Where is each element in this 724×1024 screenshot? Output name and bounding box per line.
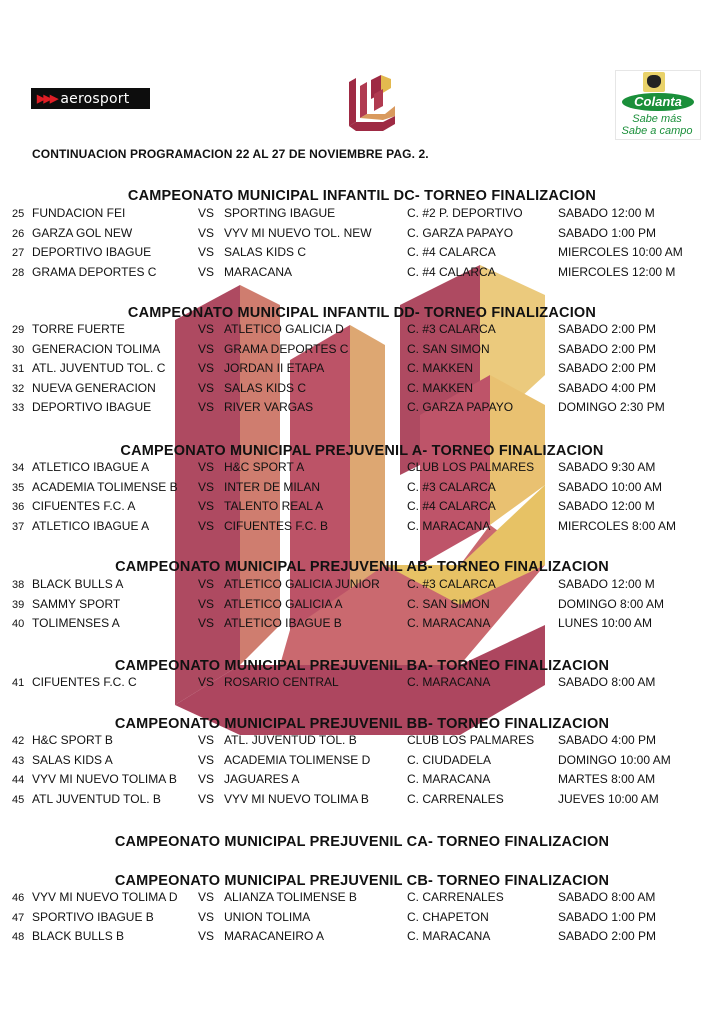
match-home: ACADEMIA TOLIMENSE B: [32, 479, 178, 494]
match-num: 28: [12, 266, 25, 279]
match-venue: C. MAKKEN: [407, 380, 474, 395]
section-title: CAMPEONATO MUNICIPAL INFANTIL DC- TORNEO FINALIZACION: [127, 188, 597, 204]
match-away: CIFUENTES F.C. B: [224, 518, 329, 533]
match-home: SPORTIVO IBAGUE B: [32, 909, 154, 924]
match-vs: VS: [198, 479, 215, 494]
match-row: [0, 929, 724, 949]
match-num: 36: [12, 501, 25, 514]
match-num: 32: [12, 382, 25, 395]
section-title: CAMPEONATO MUNICIPAL PREJUVENIL A- TORNEO FINALIZACION: [120, 443, 604, 459]
match-venue: C. GARZA PAPAYO: [407, 400, 514, 415]
match-home: DEPORTIVO IBAGUE: [32, 245, 152, 260]
match-venue: C. SAN SIMON: [407, 341, 490, 356]
match-time: MIERCOLES 10:00 AM: [558, 245, 683, 260]
match-away: TALENTO REAL A: [224, 499, 324, 514]
match-time: SABADO 4:00 PM: [558, 380, 657, 395]
match-venue: C. #4 CALARCA: [407, 264, 496, 279]
match-row: [0, 519, 724, 539]
match-row: [0, 910, 724, 930]
match-away: RIVER VARGAS: [224, 400, 314, 415]
match-away: ATLETICO IBAGUE B: [224, 616, 342, 631]
match-num: 26: [12, 227, 25, 240]
match-time: DOMINGO 2:30 PM: [558, 400, 665, 415]
match-away: MARACANEIRO A: [224, 929, 325, 944]
match-venue: C. SAN SIMON: [407, 596, 490, 611]
match-num: 45: [12, 793, 25, 806]
match-vs: VS: [198, 400, 215, 415]
match-home: TORRE FUERTE: [32, 322, 125, 336]
match-home: GENERACION TOLIMA: [32, 341, 161, 356]
match-row: [0, 226, 724, 246]
match-venue: C. MARACANA: [407, 518, 491, 533]
match-away: JORDAN II ETAPA: [224, 361, 325, 376]
match-venue: C. #3 CALARCA: [407, 322, 496, 336]
match-num: 43: [12, 754, 25, 767]
match-time: DOMINGO 8:00 AM: [558, 596, 665, 611]
match-row: [0, 577, 724, 597]
match-venue: C. CARRENALES: [407, 890, 504, 904]
match-home: SAMMY SPORT: [32, 596, 121, 611]
match-row: [0, 772, 724, 792]
match-row: [0, 342, 724, 362]
match-venue: C. MARACANA: [407, 675, 491, 689]
match-venue: C. MARACANA: [407, 616, 491, 631]
match-home: SALAS KIDS A: [32, 752, 113, 767]
match-home: VYV MI NUEVO TOLIMA B: [32, 772, 177, 787]
match-time: SABADO 9:30 AM: [558, 460, 656, 474]
match-away: INTER DE MILAN: [224, 479, 321, 494]
section-title: CAMPEONATO MUNICIPAL PREJUVENIL BA- TORNEO FINALIZACION: [114, 658, 610, 674]
match-row: [0, 890, 724, 910]
match-vs: VS: [198, 341, 215, 356]
match-venue: C. #4 CALARCA: [407, 499, 496, 514]
match-row: [0, 499, 724, 519]
match-home: NUEVA GENERACION: [32, 380, 156, 395]
match-row: [0, 733, 724, 753]
match-vs: VS: [198, 264, 215, 279]
match-time: MIERCOLES 12:00 M: [558, 264, 676, 279]
match-vs: VS: [198, 361, 215, 376]
match-vs: VS: [198, 791, 215, 806]
match-time: DOMINGO 10:00 AM: [558, 752, 671, 767]
match-venue: C. #3 CALARCA: [407, 479, 496, 494]
match-venue: CLUB LOS PALMARES: [407, 733, 535, 747]
match-vs: VS: [198, 909, 215, 924]
match-time: SABADO 12:00 M: [558, 577, 655, 591]
match-away: ROSARIO CENTRAL: [224, 675, 339, 689]
match-away: H&C SPORT A: [224, 460, 305, 474]
match-row: [0, 322, 724, 342]
match-home: ATLETICO IBAGUE A: [32, 460, 150, 474]
match-vs: VS: [198, 518, 215, 533]
match-vs: VS: [198, 616, 215, 631]
match-away: ACADEMIA TOLIMENSE D: [224, 752, 371, 767]
section-title: CAMPEONATO MUNICIPAL PREJUVENIL CA- TORNEO FINALIZACION: [114, 834, 610, 850]
match-num: 33: [12, 402, 25, 415]
colanta-slogan-line-1: Sabe más: [632, 113, 682, 125]
colanta-brand: Colanta: [622, 93, 694, 111]
match-venue: C. #2 P. DEPORTIVO: [407, 206, 523, 220]
match-num: 27: [12, 247, 25, 260]
match-time: JUEVES 10:00 AM: [558, 791, 659, 806]
match-venue: C. MARACANA: [407, 772, 491, 787]
section-title: CAMPEONATO MUNICIPAL PREJUVENIL AB- TORNEO FINALIZACION: [115, 559, 609, 575]
match-home: BLACK BULLS B: [32, 929, 125, 944]
section-title: CAMPEONATO MUNICIPAL PREJUVENIL CB- TORNEO FINALIZACION: [114, 873, 610, 889]
match-away: SPORTING IBAGUE: [224, 206, 336, 220]
match-away: ATLETICO GALICIA D: [224, 322, 344, 336]
match-num: 47: [12, 911, 25, 924]
match-vs: VS: [198, 577, 215, 591]
colanta-slogan-line-2: Sabe a campo: [621, 125, 693, 137]
match-time: SABADO 2:00 PM: [558, 361, 657, 376]
match-vs: VS: [198, 380, 215, 395]
match-away: JAGUARES A: [224, 772, 300, 787]
match-vs: VS: [198, 772, 215, 787]
page-header: [0, 0, 724, 140]
match-row: [0, 361, 724, 381]
match-vs: VS: [198, 206, 215, 220]
match-home: GRAMA DEPORTES C: [32, 264, 157, 279]
match-time: LUNES 10:00 AM: [558, 616, 653, 631]
play-arrows-icon: ▶▶▶: [37, 93, 57, 105]
match-venue: C. #3 CALARCA: [407, 577, 496, 591]
match-home: FUNDACION FEI: [32, 206, 126, 220]
match-vs: VS: [198, 322, 215, 336]
match-time: MARTES 8:00 AM: [558, 772, 656, 787]
match-num: 40: [12, 618, 25, 631]
match-away: VYV MI NUEVO TOL. NEW: [224, 225, 372, 240]
match-home: VYV MI NUEVO TOLIMA D: [32, 890, 178, 904]
match-home: ATL. JUVENTUD TOL. C: [32, 361, 166, 376]
match-venue: C. CHAPETON: [407, 909, 489, 924]
match-row: [0, 245, 724, 265]
match-vs: VS: [198, 929, 215, 944]
match-time: SABADO 2:00 PM: [558, 341, 657, 356]
match-row: [0, 460, 724, 480]
match-num: 39: [12, 598, 25, 611]
match-away: UNION TOLIMA: [224, 909, 311, 924]
match-num: 42: [12, 735, 25, 747]
match-vs: VS: [198, 733, 215, 747]
match-home: H&C SPORT B: [32, 733, 113, 747]
match-vs: VS: [198, 245, 215, 260]
match-num: 41: [12, 677, 25, 689]
match-time: SABADO 10:00 AM: [558, 479, 663, 494]
section-title: CAMPEONATO MUNICIPAL PREJUVENIL BB- TORNEO FINALIZACION: [114, 716, 610, 732]
match-num: 37: [12, 520, 25, 533]
match-num: 38: [12, 579, 25, 591]
page-title: CONTINUACION PROGRAMACION 22 AL 27 DE NOVIEMBRE PAG. 2.: [32, 147, 429, 161]
match-away: VYV MI NUEVO TOLIMA B: [224, 791, 369, 806]
match-row: [0, 381, 724, 401]
match-home: TOLIMENSES A: [32, 616, 120, 631]
match-time: SABADO 4:00 PM: [558, 733, 657, 747]
match-num: 48: [12, 931, 25, 944]
match-num: 30: [12, 343, 25, 356]
match-time: MIERCOLES 8:00 AM: [558, 518, 677, 533]
match-home: ATLETICO IBAGUE A: [32, 518, 150, 533]
match-venue: CLUB LOS PALMARES: [407, 460, 535, 474]
match-time: SABADO 1:00 PM: [558, 225, 657, 240]
match-away: ATLETICO GALICIA A: [224, 596, 343, 611]
match-time: SABADO 8:00 AM: [558, 675, 656, 689]
match-num: 34: [12, 462, 25, 474]
match-num: 25: [12, 208, 25, 220]
match-away: SALAS KIDS C: [224, 245, 307, 260]
match-home: ATL JUVENTUD TOL. B: [32, 791, 161, 806]
colanta-slogan: [617, 113, 697, 137]
match-home: DEPORTIVO IBAGUE: [32, 400, 152, 415]
match-away: GRAMA DEPORTES C: [224, 341, 349, 356]
match-home: CIFUENTES F.C. A: [32, 499, 136, 514]
match-row: [0, 480, 724, 500]
match-time: SABADO 12:00 M: [558, 206, 655, 220]
match-row: [0, 206, 724, 226]
match-vs: VS: [198, 752, 215, 767]
cow-head-icon: [647, 75, 661, 88]
match-away: ATL. JUVENTUD TOL. B: [224, 733, 357, 747]
match-row: [0, 792, 724, 812]
colanta-logo: [615, 70, 699, 138]
match-venue: C. CIUDADELA: [407, 752, 492, 767]
match-time: SABADO 1:00 PM: [558, 909, 657, 924]
match-num: 44: [12, 774, 25, 787]
match-num: 35: [12, 481, 25, 494]
match-venue: C. #4 CALARCA: [407, 245, 496, 260]
match-row: [0, 753, 724, 773]
match-away: SALAS KIDS C: [224, 380, 307, 395]
match-row: [0, 616, 724, 636]
match-home: BLACK BULLS A: [32, 577, 124, 591]
match-time: SABADO 12:00 M: [558, 499, 655, 514]
match-vs: VS: [198, 890, 215, 904]
match-num: 46: [12, 892, 25, 904]
match-num: 31: [12, 363, 25, 376]
match-home: GARZA GOL NEW: [32, 225, 133, 240]
match-venue: C. MAKKEN: [407, 361, 474, 376]
match-vs: VS: [198, 225, 215, 240]
match-row: [0, 597, 724, 617]
match-time: SABADO 2:00 PM: [558, 929, 657, 944]
match-away: ATLETICO GALICIA JUNIOR: [224, 577, 380, 591]
match-venue: C. GARZA PAPAYO: [407, 225, 514, 240]
match-row: [0, 400, 724, 420]
aerosport-wordmark: aerosport: [60, 90, 130, 107]
match-venue: C. MARACANA: [407, 929, 491, 944]
match-time: SABADO 2:00 PM: [558, 322, 657, 336]
match-away: MARACANA: [224, 264, 293, 279]
match-away: ALIANZA TOLIMENSE B: [224, 890, 357, 904]
match-time: SABADO 8:00 AM: [558, 890, 656, 904]
match-vs: VS: [198, 675, 215, 689]
league-logo: [347, 74, 397, 132]
match-num: 29: [12, 324, 25, 336]
match-vs: VS: [198, 596, 215, 611]
match-venue: C. CARRENALES: [407, 791, 504, 806]
section-title: CAMPEONATO MUNICIPAL INFANTIL DD- TORNEO FINALIZACION: [127, 305, 597, 321]
match-row: [0, 265, 724, 285]
match-vs: VS: [198, 499, 215, 514]
match-home: CIFUENTES F.C. C: [32, 675, 137, 689]
match-vs: VS: [198, 460, 215, 474]
match-row: [0, 675, 724, 695]
aerosport-logo: [31, 88, 150, 109]
